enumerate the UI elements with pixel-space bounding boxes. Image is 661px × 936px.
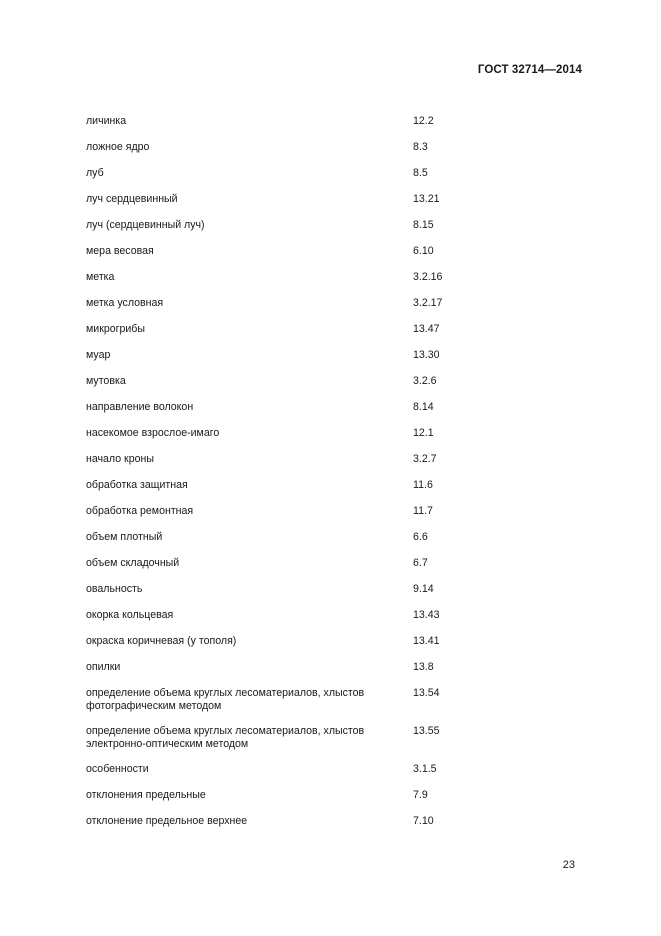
- index-term: ложное ядро: [86, 141, 150, 153]
- index-term: объем плотный: [86, 531, 163, 543]
- index-term: муар: [86, 349, 111, 361]
- index-ref: 13.54: [413, 687, 440, 699]
- index-entry: [86, 531, 586, 545]
- index-ref: 12.2: [413, 115, 434, 127]
- index-entry: [86, 687, 586, 714]
- index-term: насекомое взрослое-имаго: [86, 427, 220, 439]
- index-entry: [86, 219, 586, 233]
- index-ref: 6.10: [413, 245, 434, 257]
- index-term: особенности: [86, 762, 149, 775]
- index-ref: 7.9: [413, 788, 428, 801]
- index-ref: 13.21: [413, 193, 440, 205]
- index-ref: 3.2.16: [413, 271, 443, 283]
- index-entry: [86, 375, 586, 389]
- index-ref: 8.15: [413, 219, 434, 231]
- index-ref: 8.14: [413, 401, 434, 413]
- index-ref: 13.55: [413, 724, 440, 737]
- index-term: определение объема круглых лесоматериалов, хлыстов фотографическим методом: [86, 687, 365, 713]
- index-ref: 3.1.5: [413, 762, 437, 775]
- index-term: опилки: [86, 661, 121, 673]
- index-entry: [86, 245, 586, 259]
- document-code-header: ГОСТ 32714—2014: [477, 64, 582, 76]
- index-term: начало кроны: [86, 453, 154, 465]
- index-term: луч сердцевинный: [86, 193, 178, 205]
- index-ref: 9.14: [413, 583, 434, 595]
- index-ref: 11.7: [413, 505, 433, 517]
- index-ref: 7.10: [413, 814, 434, 827]
- index-entry: [86, 193, 586, 207]
- term-index-list: [86, 115, 586, 841]
- index-entry: [86, 725, 586, 752]
- index-entry: [86, 789, 586, 803]
- index-ref: 13.41: [413, 635, 440, 647]
- index-entry: [86, 609, 586, 623]
- index-entry: [86, 427, 586, 441]
- index-term: овальность: [86, 583, 143, 595]
- index-ref: 11.6: [413, 479, 433, 491]
- index-entry: [86, 583, 586, 597]
- index-term: окорка кольцевая: [86, 609, 174, 621]
- index-ref: 8.3: [413, 141, 428, 153]
- index-term: определение объема круглых лесоматериалов, хлыстов электронно-оптическим методом: [86, 724, 365, 751]
- index-term: направление волокон: [86, 401, 194, 413]
- index-entry: [86, 297, 586, 311]
- index-entry: [86, 815, 586, 829]
- index-entry: [86, 115, 586, 129]
- index-term: обработка ремонтная: [86, 505, 194, 517]
- index-term: отклонения предельные: [86, 788, 206, 801]
- index-term: объем складочный: [86, 557, 180, 569]
- index-term: отклонение предельное верхнее: [86, 814, 248, 827]
- index-ref: 6.7: [413, 557, 428, 569]
- index-ref: 3.2.17: [413, 297, 443, 309]
- index-entry: [86, 401, 586, 415]
- index-ref: 12.1: [413, 427, 434, 439]
- index-ref: 6.6: [413, 531, 428, 543]
- index-entry: [86, 635, 586, 649]
- index-entry: [86, 167, 586, 181]
- index-ref: 3.2.6: [413, 375, 437, 387]
- index-entry: [86, 661, 586, 675]
- index-entry: [86, 505, 586, 519]
- index-ref: 13.8: [413, 661, 434, 673]
- index-entry: [86, 271, 586, 285]
- page-number: 23: [562, 859, 575, 871]
- index-entry: [86, 323, 586, 337]
- index-entry: [86, 479, 586, 493]
- index-ref: 8.5: [413, 167, 428, 179]
- index-term: микрогрибы: [86, 323, 145, 335]
- index-term: личинка: [86, 115, 127, 127]
- index-ref: 13.47: [413, 323, 440, 335]
- index-term: метка условная: [86, 297, 164, 309]
- index-term: метка: [86, 271, 115, 283]
- index-ref: 3.2.7: [413, 453, 437, 465]
- index-entry: [86, 763, 586, 777]
- index-ref: 13.30: [413, 349, 440, 361]
- index-term: мера весовая: [86, 245, 154, 257]
- index-term: мутовка: [86, 375, 126, 387]
- index-term: луч (сердцевинный луч): [86, 219, 205, 231]
- index-entry: [86, 349, 586, 363]
- index-ref: 13.43: [413, 609, 440, 621]
- index-entry: [86, 557, 586, 571]
- index-term: окраска коричневая (у тополя): [86, 635, 237, 647]
- index-term: обработка защитная: [86, 479, 188, 491]
- index-entry: [86, 141, 586, 155]
- index-entry: [86, 453, 586, 467]
- index-term: луб: [86, 167, 104, 179]
